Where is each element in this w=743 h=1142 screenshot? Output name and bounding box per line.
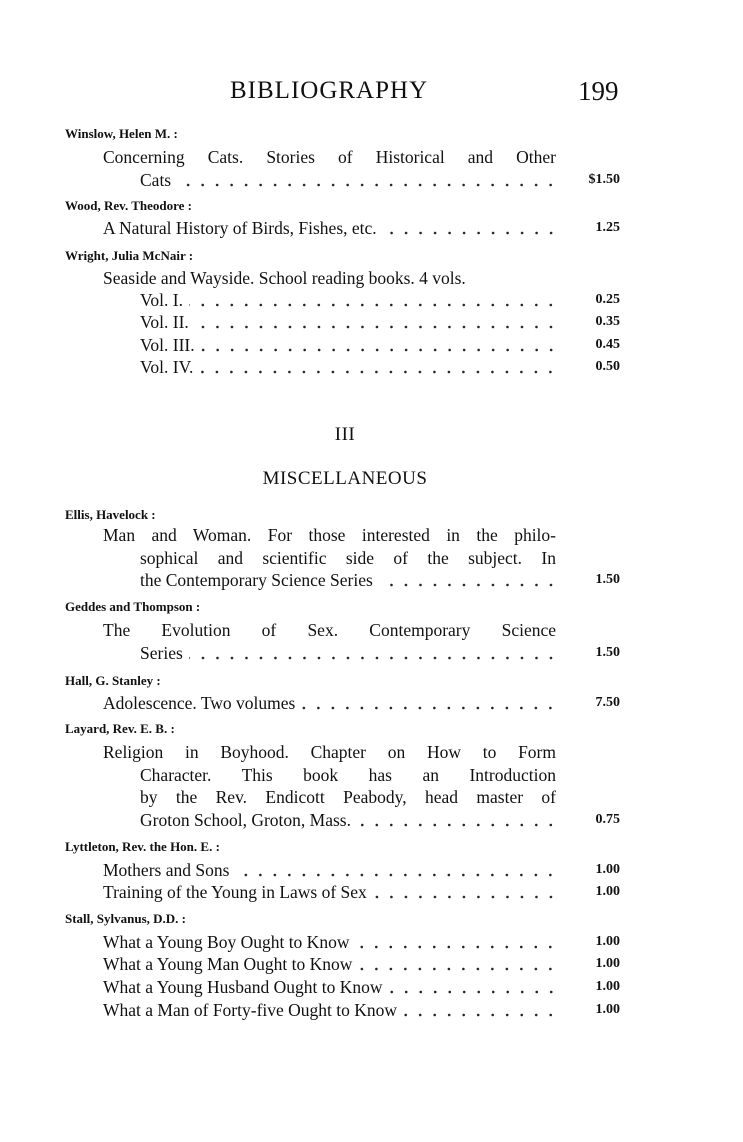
- section-title: MISCELLANEOUS: [262, 468, 428, 489]
- entry-line: [140, 169, 620, 191]
- entry-price: 1.50: [595, 572, 620, 587]
- entry-line: [103, 976, 620, 998]
- entry-price: 1.25: [595, 220, 620, 235]
- entry-title: Vol. II.: [140, 312, 189, 332]
- dot-leader: [195, 311, 558, 333]
- entry-line: [140, 569, 620, 591]
- entry-author: Winslow, Helen M. :: [65, 126, 178, 141]
- entry-author: Wright, Julia McNair :: [65, 248, 194, 263]
- entry-title: Vol. III.: [140, 335, 195, 355]
- entry-title: A Natural History of Birds, Fishes, etc.: [103, 218, 377, 238]
- entry-title: the Contemporary Science Series: [140, 570, 373, 590]
- entry-title: Adolescence. Two volumes: [103, 693, 296, 713]
- entry-title: Character. This book has an Introduction: [140, 765, 556, 785]
- entry-title: Seaside and Wayside. School reading books. 4 vols.: [103, 268, 466, 288]
- entry-line: [140, 356, 620, 378]
- entry-line: [103, 953, 620, 975]
- entry-price: 1.00: [595, 862, 620, 877]
- entry-line: [140, 809, 620, 831]
- entry-line: [140, 764, 556, 786]
- dot-leader: [301, 692, 558, 714]
- dot-leader: [373, 881, 558, 903]
- entry-price: 1.00: [595, 956, 620, 971]
- dot-leader: [189, 642, 558, 664]
- entry-price: 1.00: [595, 1002, 620, 1017]
- entry-title: Religion in Boyhood. Chapter on How to Form: [103, 742, 556, 762]
- entry-title: What a Man of Forty-five Ought to Know: [103, 1000, 398, 1020]
- entry-title: What a Young Man Ought to Know: [103, 954, 353, 974]
- entry-line: [103, 741, 556, 763]
- entry-author: Wood, Rev. Theodore :: [65, 198, 193, 213]
- entry-price: 1.00: [595, 979, 620, 994]
- entry-line: [103, 999, 620, 1021]
- entry-line: [140, 289, 620, 311]
- dot-leader: [379, 569, 558, 591]
- entry-author: Stall, Sylvanus, D.D. :: [65, 911, 186, 926]
- dot-leader: [199, 356, 558, 378]
- entry-price: 0.45: [595, 337, 620, 352]
- running-head-title: BIBLIOGRAPHY: [230, 77, 429, 104]
- entry-title: Concerning Cats. Stories of Historical and Other: [103, 147, 556, 167]
- entry-title: Mothers and Sons: [103, 860, 230, 880]
- entry-price: 7.50: [595, 695, 620, 710]
- section-numeral: III: [334, 424, 356, 445]
- entry-author: Layard, Rev. E. B. :: [65, 721, 175, 736]
- entry-price: 1.50: [595, 645, 620, 660]
- entry-price: $1.50: [588, 172, 620, 187]
- page-number: 199: [578, 76, 619, 106]
- entry-author: Lyttleton, Rev. the Hon. E. :: [65, 839, 220, 854]
- entry-author: Ellis, Havelock :: [65, 507, 156, 522]
- entry-line: [140, 642, 620, 664]
- entry-price: 0.75: [595, 812, 620, 827]
- entry-line: [140, 786, 556, 808]
- dot-leader: [355, 931, 558, 953]
- entry-line: [103, 267, 466, 289]
- entry-title: Cats: [140, 170, 172, 190]
- dot-leader: [201, 334, 558, 356]
- entry-line: [103, 881, 620, 903]
- dot-leader: [357, 809, 558, 831]
- entry-author: Hall, G. Stanley :: [65, 673, 161, 688]
- entry-title: by the Rev. Endicott Peabody, head master of: [140, 787, 556, 807]
- entry-price: 1.00: [595, 934, 620, 949]
- entry-price: 1.00: [595, 884, 620, 899]
- entry-title: Training of the Young in Laws of Sex: [103, 882, 367, 902]
- dot-leader: [235, 859, 558, 881]
- entry-title: What a Young Boy Ought to Know: [103, 932, 350, 952]
- dot-leader: [403, 999, 558, 1021]
- entry-title: What a Young Husband Ought to Know: [103, 977, 383, 997]
- entry-line: [103, 217, 620, 239]
- entry-title: Series: [140, 643, 183, 663]
- entry-price: 0.35: [595, 314, 620, 329]
- dot-leader: [189, 289, 558, 311]
- entry-title: sophical and scientific side of the subject. In: [140, 548, 556, 568]
- entry-title: Groton School, Groton, Mass.: [140, 810, 351, 830]
- entry-line: [103, 931, 620, 953]
- entry-price: 0.50: [595, 359, 620, 374]
- entry-line: [140, 547, 556, 569]
- entry-line: [103, 692, 620, 714]
- entry-line: [103, 859, 620, 881]
- entry-title: Vol. IV.: [140, 357, 194, 377]
- entry-title: Vol. I.: [140, 290, 183, 310]
- entry-line: [103, 146, 556, 168]
- entry-title: The Evolution of Sex. Contemporary Science: [103, 620, 556, 640]
- dot-leader: [177, 169, 558, 191]
- entry-line: [103, 619, 556, 641]
- entry-line: [103, 524, 556, 546]
- entry-title: Man and Woman. For those interested in the philo-: [103, 525, 556, 545]
- dot-leader: [383, 217, 558, 239]
- entry-author: Geddes and Thompson :: [65, 599, 201, 614]
- dot-leader: [358, 953, 558, 975]
- entry-line: [140, 334, 620, 356]
- dot-leader: [389, 976, 558, 998]
- entry-line: [140, 311, 620, 333]
- entry-price: 0.25: [595, 292, 620, 307]
